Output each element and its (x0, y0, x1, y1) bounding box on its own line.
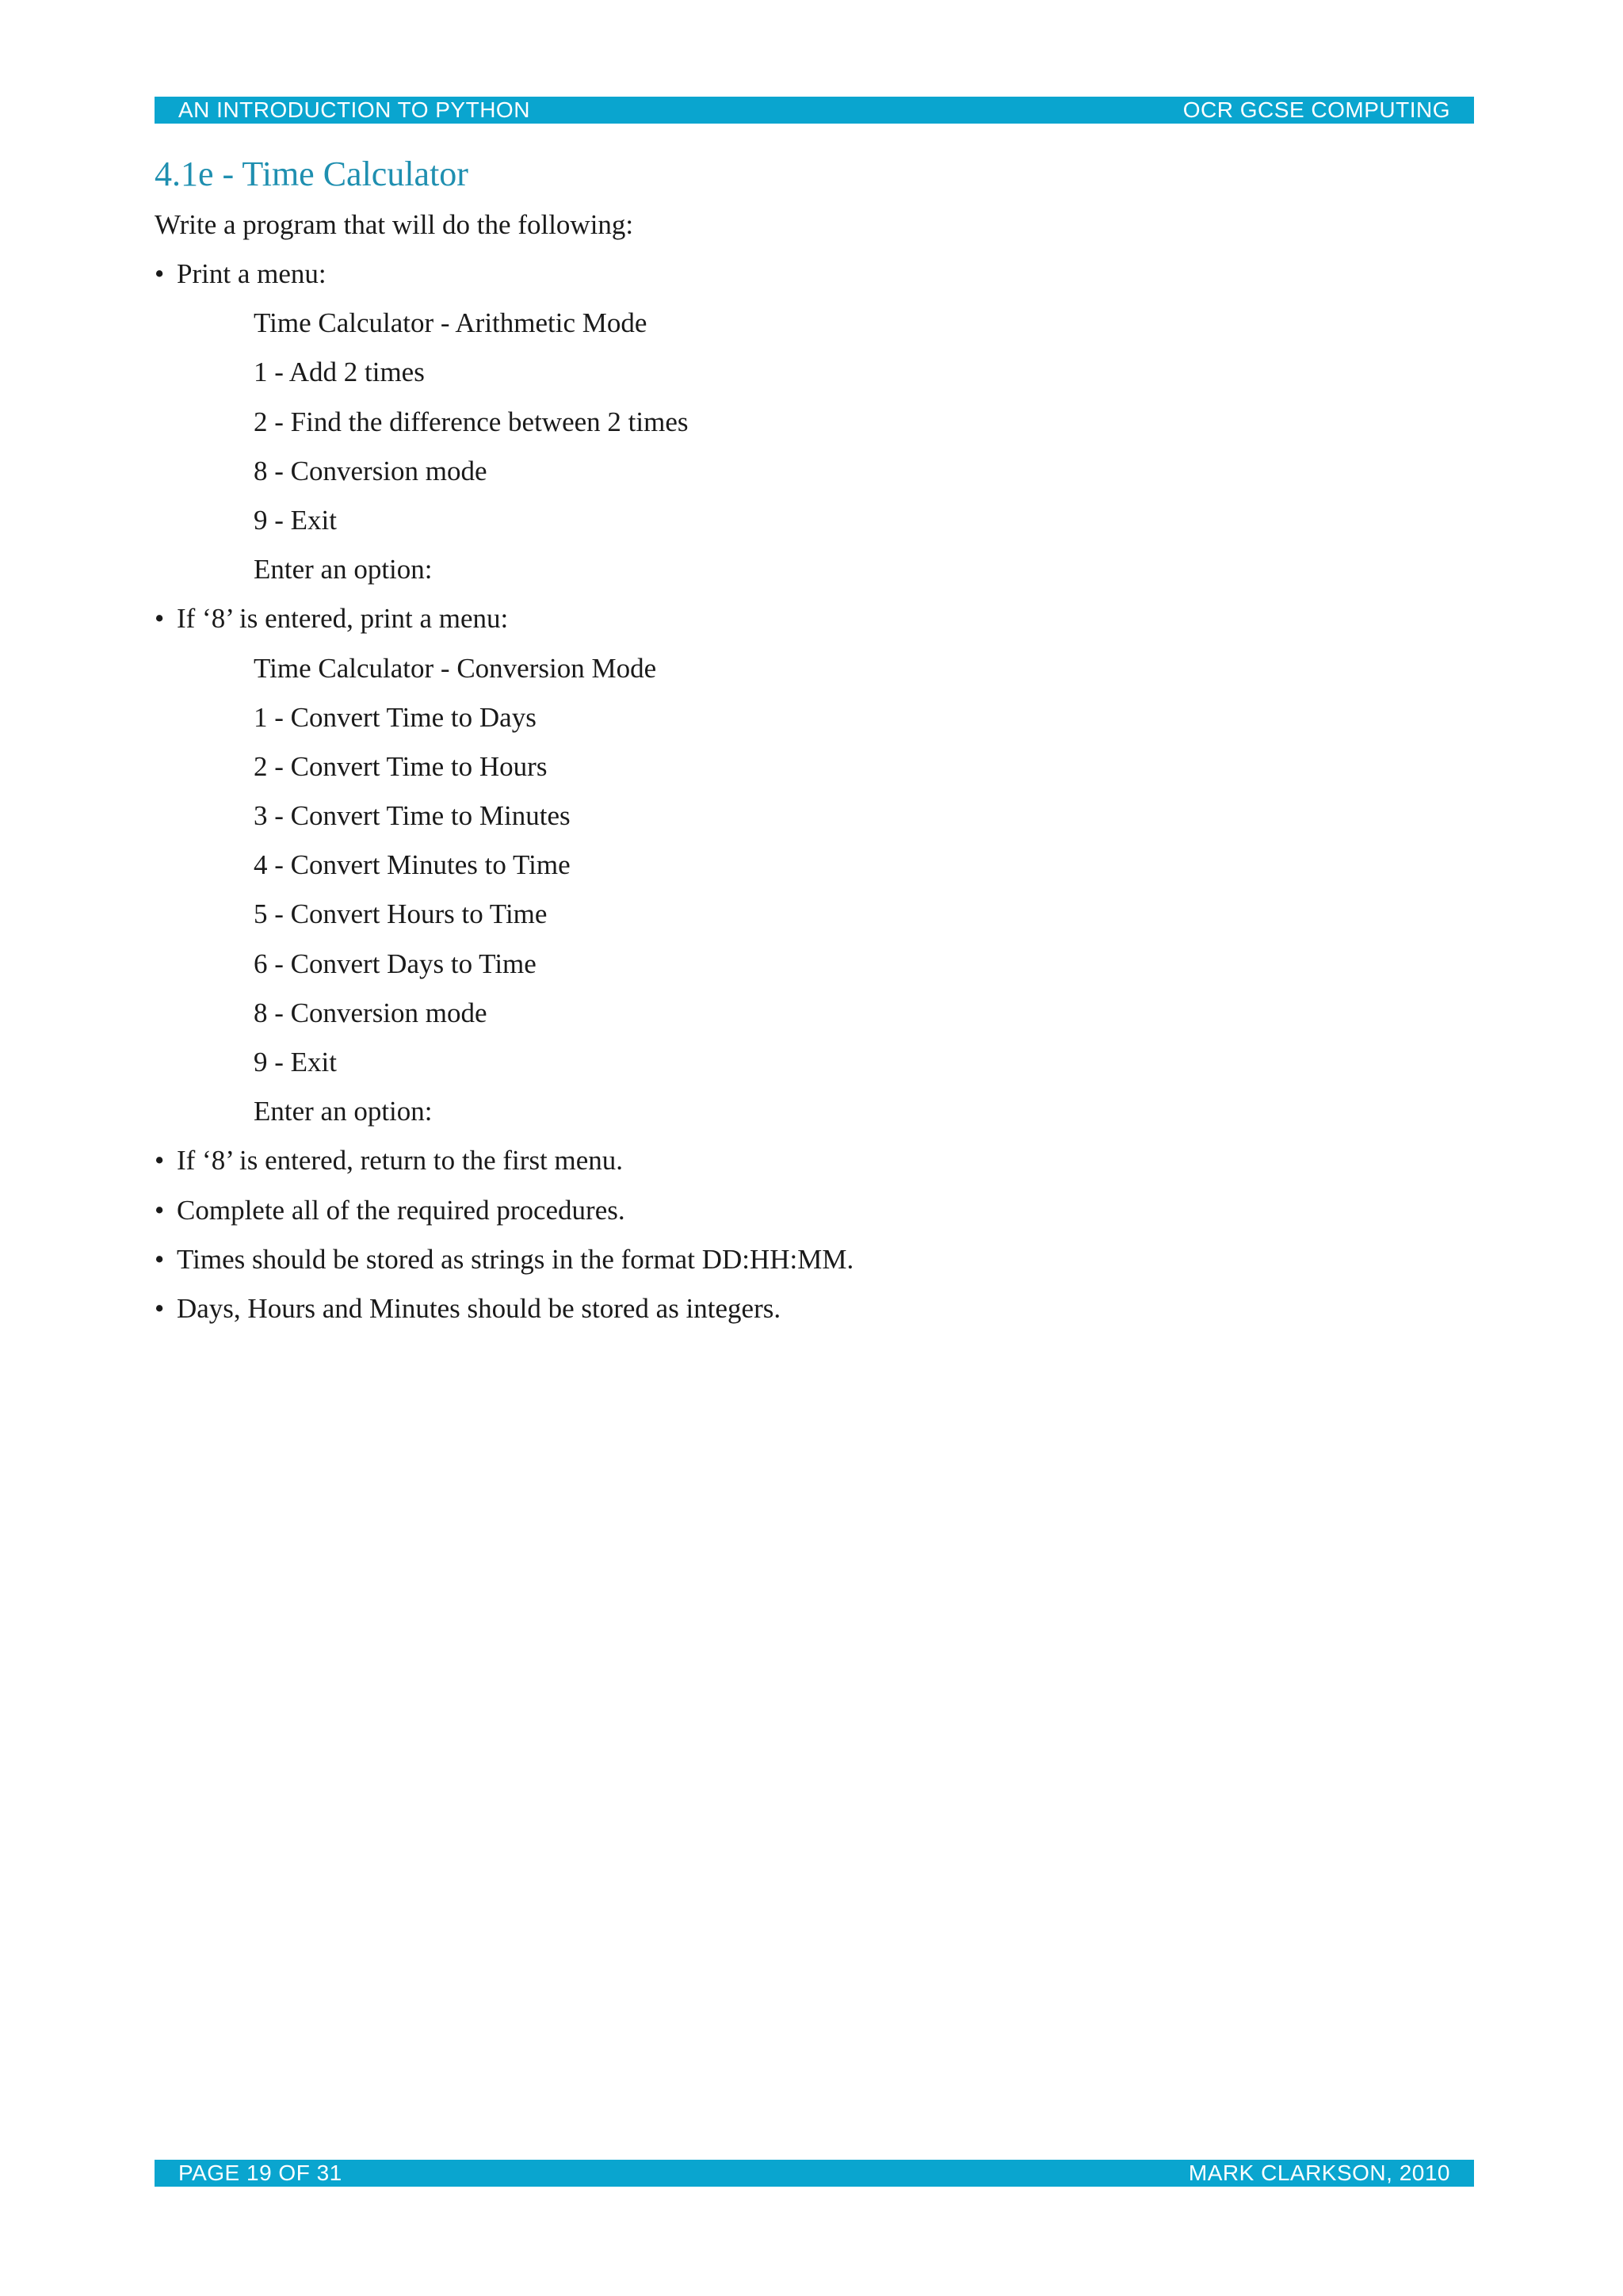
bullet-if-8-print-menu: • If ‘8’ is entered, print a menu: (155, 598, 1423, 647)
footer-page-number: PAGE 19 OF 31 (178, 2161, 342, 2185)
menu2-line: 3 - Convert Time to Minutes (254, 800, 571, 832)
menu2-line: 4 - Convert Minutes to Time (254, 849, 571, 881)
menu1-line: 9 - Exit (254, 504, 337, 536)
menu1-line: Enter an option: (254, 554, 433, 585)
menu1-line: 2 - Find the difference between 2 times (254, 406, 689, 437)
header-right-text: OCR GCSE COMPUTING (1182, 97, 1450, 122)
menu2-line: Enter an option: (254, 1096, 433, 1127)
menu1-line: 1 - Add 2 times (254, 357, 425, 388)
menu2-line: 1 - Convert Time to Days (254, 701, 537, 733)
menu2-line: 5 - Convert Hours to Time (254, 898, 548, 930)
bullet-times-as-strings: • Times should be stored as strings in the format DD:HH:MM. (155, 1239, 1423, 1288)
menu2-line: 8 - Conversion mode (254, 997, 487, 1028)
footer-band (155, 2160, 1474, 2187)
bullet-integers: • Days, Hours and Minutes should be stored as integers. (155, 1288, 1423, 1337)
bullet-complete-procedures: • Complete all of the required procedures. (155, 1190, 1423, 1239)
footer-author: MARK CLARKSON, 2010 (1188, 2161, 1450, 2185)
menu1-line: Time Calculator - Arithmetic Mode (254, 307, 647, 339)
menu2-line: 2 - Convert Time to Hours (254, 750, 548, 782)
header-band (155, 97, 1474, 124)
menu2-line: Time Calculator - Conversion Mode (254, 652, 657, 684)
intro-text: Write a program that will do the following: (155, 209, 634, 240)
page-title: 4.1e - Time Calculator (155, 154, 468, 193)
header-left-text: AN INTRODUCTION TO PYTHON (178, 97, 530, 122)
bullet-print-menu: • Print a menu: (155, 254, 1423, 303)
menu2-line: 9 - Exit (254, 1047, 337, 1077)
content-body (155, 254, 1423, 1337)
menu2-line: 6 - Convert Days to Time (254, 948, 537, 979)
menu1-line: 8 - Conversion mode (254, 455, 487, 486)
bullet-return-first-menu: • If ‘8’ is entered, return to the first menu. (155, 1140, 1423, 1189)
